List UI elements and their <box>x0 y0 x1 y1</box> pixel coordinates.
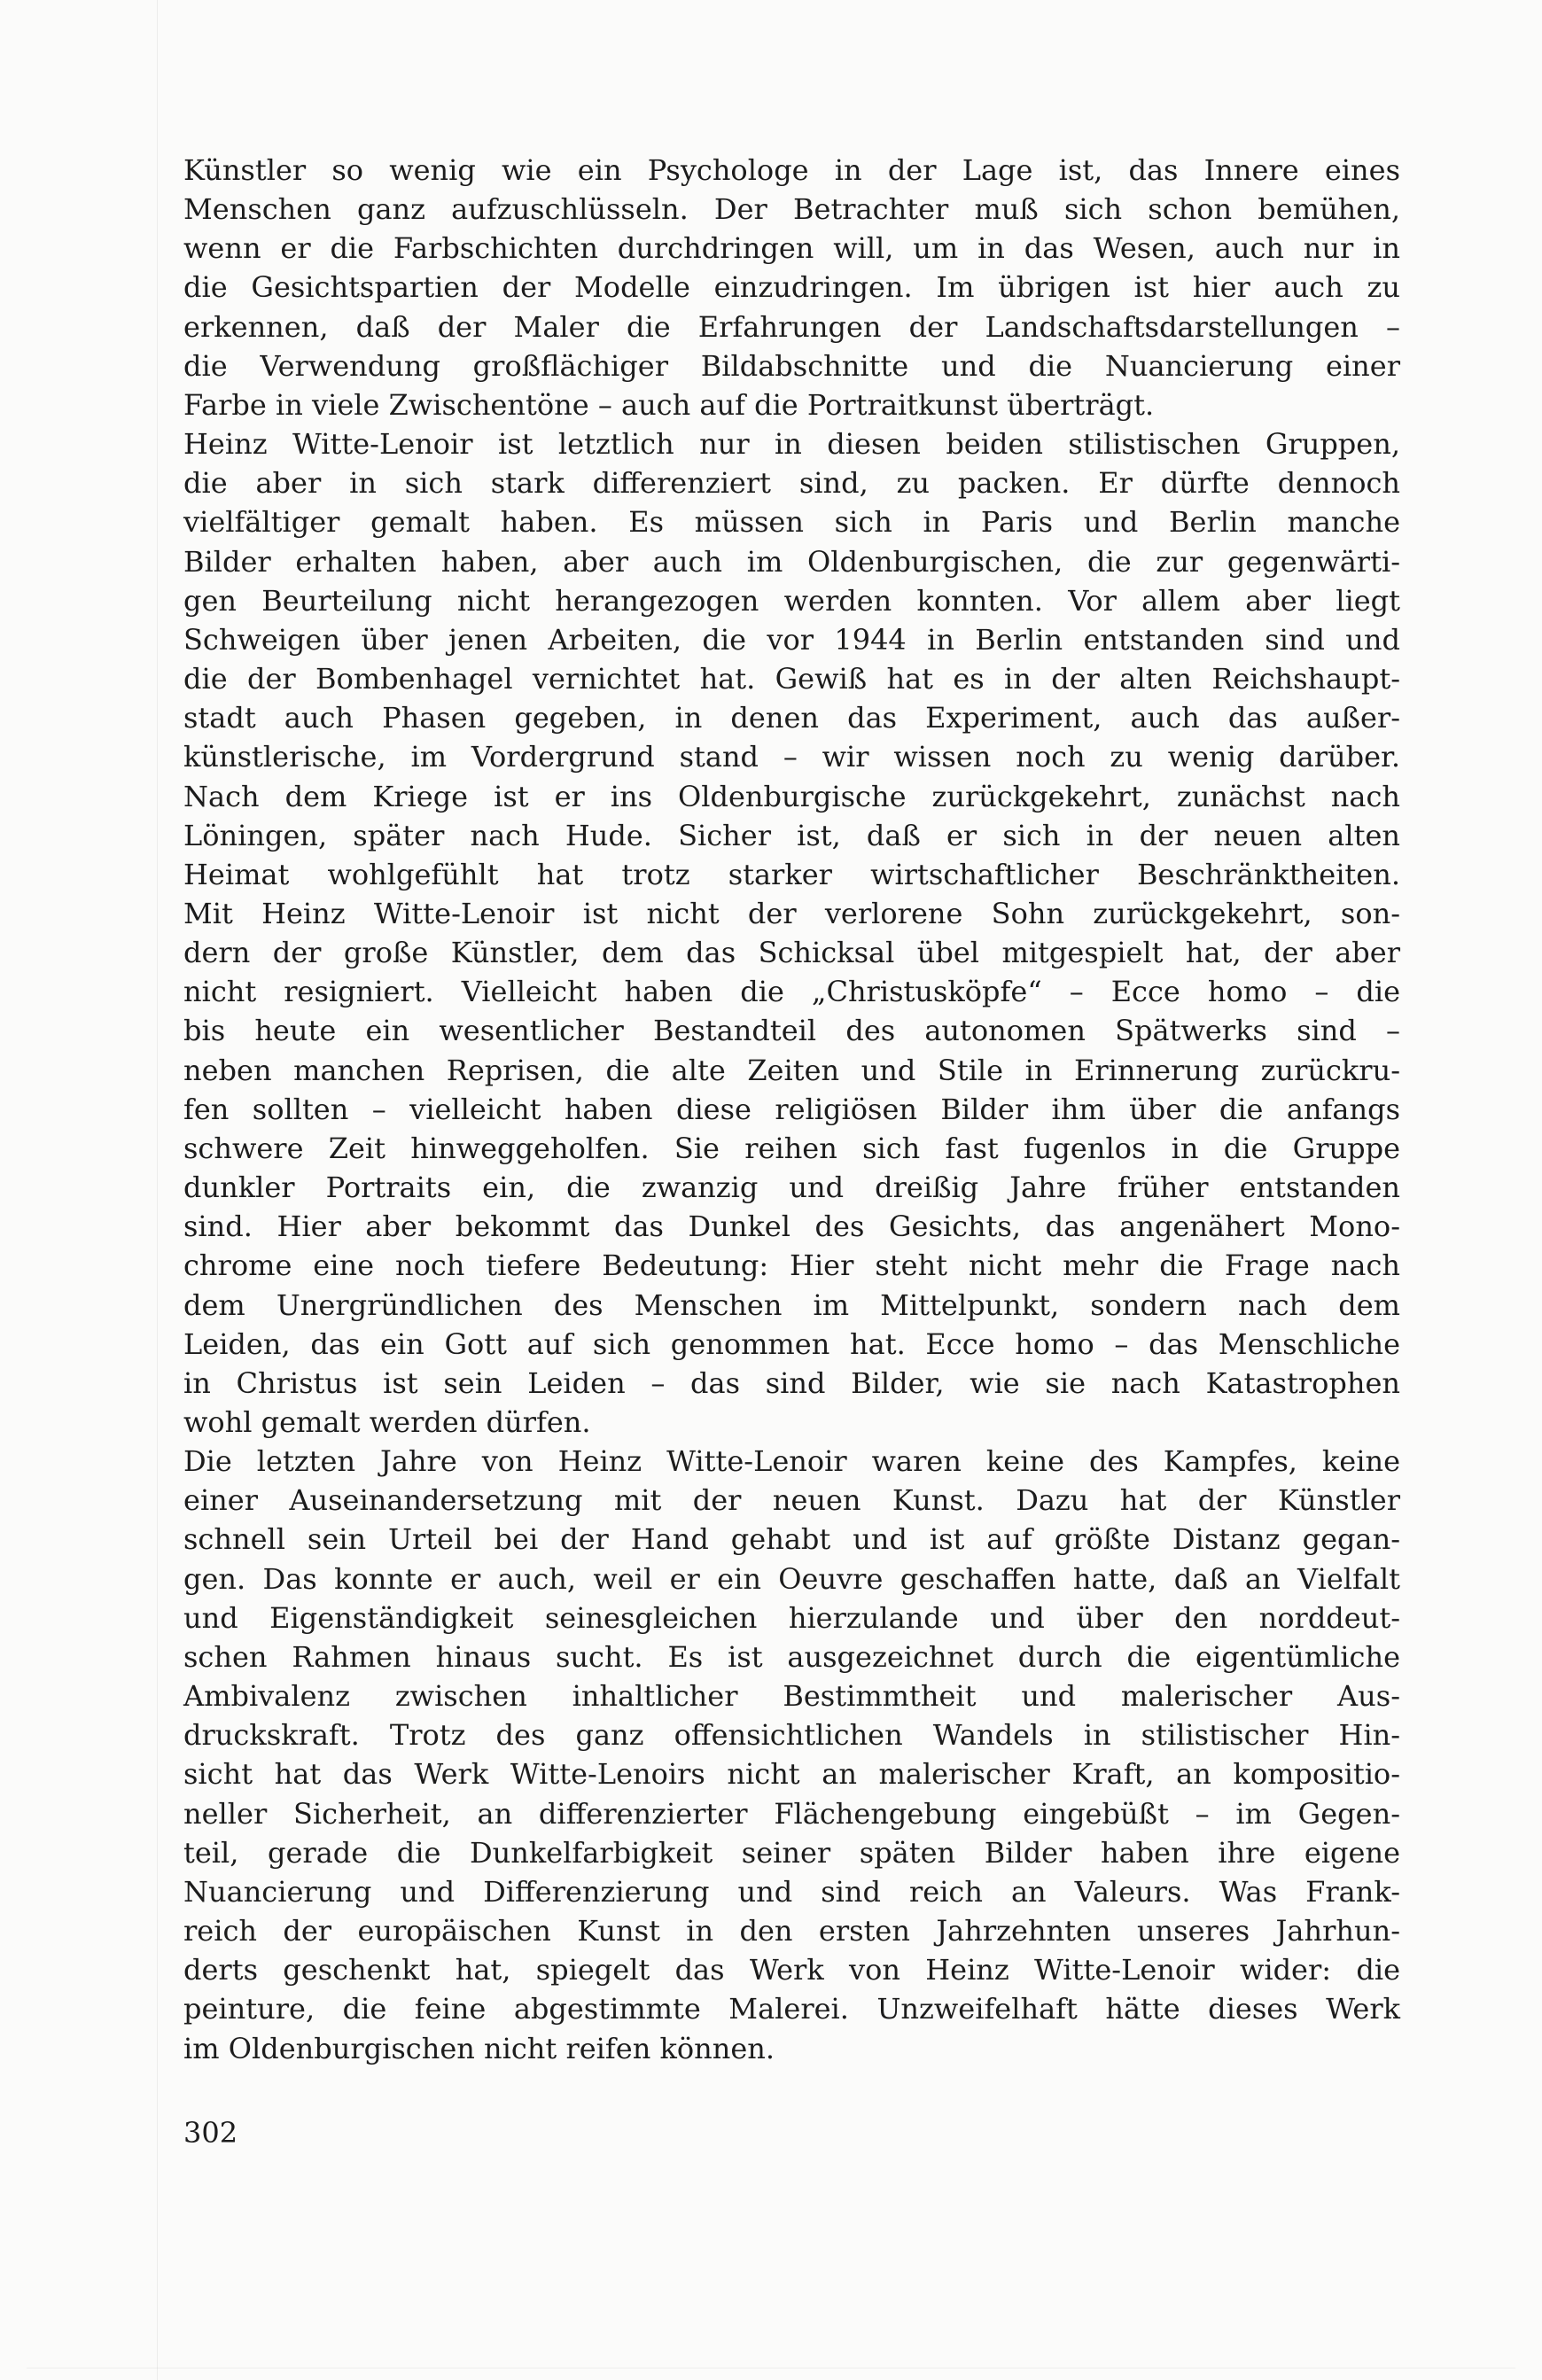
text-line: Die letzten Jahre von Heinz Witte-Lenoir waren keine des Kampfes, keine <box>183 1444 1400 1479</box>
text-line: fen sollten – vielleicht haben diese religiösen Bilder ihm über die anfangs <box>183 1092 1400 1126</box>
text-line: Leiden, das ein Gott auf sich genommen hat. Ecce homo – das Menschliche <box>183 1326 1400 1361</box>
text-line: Heinz Witte-Lenoir ist letztlich nur in diesen beiden stilistischen Gruppen, <box>183 427 1400 462</box>
text-line: Löningen, später nach Hude. Sicher ist, daß er sich in der neuen alten <box>183 818 1400 852</box>
text-line: druckskraft. Trotz des ganz offensichtlichen Wandels in stilistischer Hin- <box>183 1718 1400 1753</box>
text-line: Bilder erhalten haben, aber auch im Oldenburgischen, die zur gegenwärti- <box>183 544 1400 579</box>
text-line: Nuancierung und Differenzierung und sind reich an Valeurs. Was Frank- <box>183 1874 1400 1909</box>
text-line: schnell sein Urteil bei der Hand gehabt und ist auf größte Distanz gegan- <box>183 1522 1400 1557</box>
text-line: Schweigen über jenen Arbeiten, die vor 1944 in Berlin entstanden sind und <box>183 622 1400 657</box>
text-line: Nach dem Kriege ist er ins Oldenburgische zurückgekehrt, zunächst nach <box>183 779 1400 813</box>
text-line: sind. Hier aber bekommt das Dunkel des Gesichts, das angenähert Mono- <box>183 1209 1400 1244</box>
text-line: erkennen, daß der Maler die Erfahrungen der Landschaftsdarstellungen – <box>183 309 1400 344</box>
text-line: schen Rahmen hinaus sucht. Es ist ausgezeichnet durch die eigentümliche <box>183 1639 1400 1674</box>
text-line: nicht resigniert. Vielleicht haben die „Christusköpfe“ – Ecce homo – die <box>183 975 1400 1009</box>
page-edge-line <box>157 0 158 2380</box>
text-line: sicht hat das Werk Witte-Lenoirs nicht an malerischer Kraft, an kompositio- <box>183 1757 1400 1792</box>
text-line: chrome eine noch tiefere Bedeutung: Hier steht nicht mehr die Frage nach <box>183 1248 1400 1283</box>
text-line: Ambivalenz zwischen inhaltlicher Bestimmtheit und malerischer Aus- <box>183 1679 1400 1714</box>
text-line: neben manchen Reprisen, die alte Zeiten und Stile in Erinnerung zurückru- <box>183 1053 1400 1087</box>
text-line: gen. Das konnte er auch, weil er ein Oeuvre geschaffen hatte, daß an Vielfalt <box>183 1561 1400 1596</box>
text-line: teil, gerade die Dunkelfarbigkeit seiner späten Bilder haben ihre eigene <box>183 1835 1400 1870</box>
text-line: im Oldenburgischen nicht reifen können. <box>183 2031 775 2065</box>
paragraph <box>183 1442 1400 2068</box>
text-line: vielfältiger gemalt haben. Es müssen sich in Paris und Berlin manche <box>183 505 1400 540</box>
text-line: neller Sicherheit, an differenzierter Flächengebung eingebüßt – im Gegen- <box>183 1796 1400 1831</box>
text-line: stadt auch Phasen gegeben, in denen das Experiment, auch das außer- <box>183 701 1400 735</box>
text-line: in Christus ist sein Leiden – das sind Bilder, wie sie nach Katastrophen <box>183 1365 1400 1400</box>
text-line: reich der europäischen Kunst in den ersten Jahrzehnten unseres Jahrhun- <box>183 1914 1400 1948</box>
text-line: wenn er die Farbschichten durchdringen will, um in das Wesen, auch nur in <box>183 231 1400 266</box>
text-line: Mit Heinz Witte-Lenoir ist nicht der verlorene Sohn zurückgekehrt, son- <box>183 896 1400 930</box>
paragraph <box>183 151 1400 424</box>
text-line: dunkler Portraits ein, die zwanzig und dreißig Jahre früher entstanden <box>183 1171 1400 1205</box>
text-line: Menschen ganz aufzuschlüsseln. Der Betrachter muß sich schon bemühen, <box>183 192 1400 227</box>
text-line: schwere Zeit hinweggeholfen. Sie reihen sich fast fugenlos in die Gruppe <box>183 1131 1400 1165</box>
text-line: derts geschenkt hat, spiegelt das Werk von Heinz Witte-Lenoir wider: die <box>183 1953 1400 1987</box>
text-line: Heimat wohlgefühlt hat trotz starker wirtschaftlicher Beschränktheiten. <box>183 857 1400 891</box>
text-line: dem Unergründlichen des Menschen im Mittelpunkt, sondern nach dem <box>183 1287 1400 1322</box>
text-line: und Eigenständigkeit seinesgleichen hierzulande und über den norddeut- <box>183 1600 1400 1635</box>
page-number: 302 <box>183 2116 238 2150</box>
paragraph <box>183 424 1400 1442</box>
text-line: Farbe in viele Zwischentöne – auch auf die Portraitkunst überträgt. <box>183 387 1155 422</box>
body-text <box>183 151 1400 2068</box>
text-line: gen Beurteilung nicht herangezogen werden konnten. Vor allem aber liegt <box>183 583 1400 618</box>
text-line: einer Auseinandersetzung mit der neuen Kunst. Dazu hat der Künstler <box>183 1483 1400 1518</box>
text-line: bis heute ein wesentlicher Bestandteil des autonomen Spätwerks sind – <box>183 1014 1400 1048</box>
text-line: Künstler so wenig wie ein Psychologe in der Lage ist, das Innere eines <box>183 153 1400 187</box>
text-line: die Gesichtspartien der Modelle einzudringen. Im übrigen ist hier auch zu <box>183 270 1400 305</box>
text-line: die aber in sich stark differenziert sind, zu packen. Er dürfte dennoch <box>183 466 1400 501</box>
text-line: peinture, die feine abgestimmte Malerei. Unzweifelhaft hätte dieses Werk <box>183 1992 1400 2026</box>
text-line: dern der große Künstler, dem das Schicksal übel mitgespielt hat, der aber <box>183 936 1400 970</box>
text-line: künstlerische, im Vordergrund stand – wir wissen noch zu wenig darüber. <box>183 740 1400 774</box>
text-line: die Verwendung großflächiger Bildabschnitte und die Nuancierung einer <box>183 348 1400 383</box>
text-line: wohl gemalt werden dürfen. <box>183 1405 591 1439</box>
text-line: die der Bombenhagel vernichtet hat. Gewiß hat es in der alten Reichshaupt- <box>183 662 1400 696</box>
